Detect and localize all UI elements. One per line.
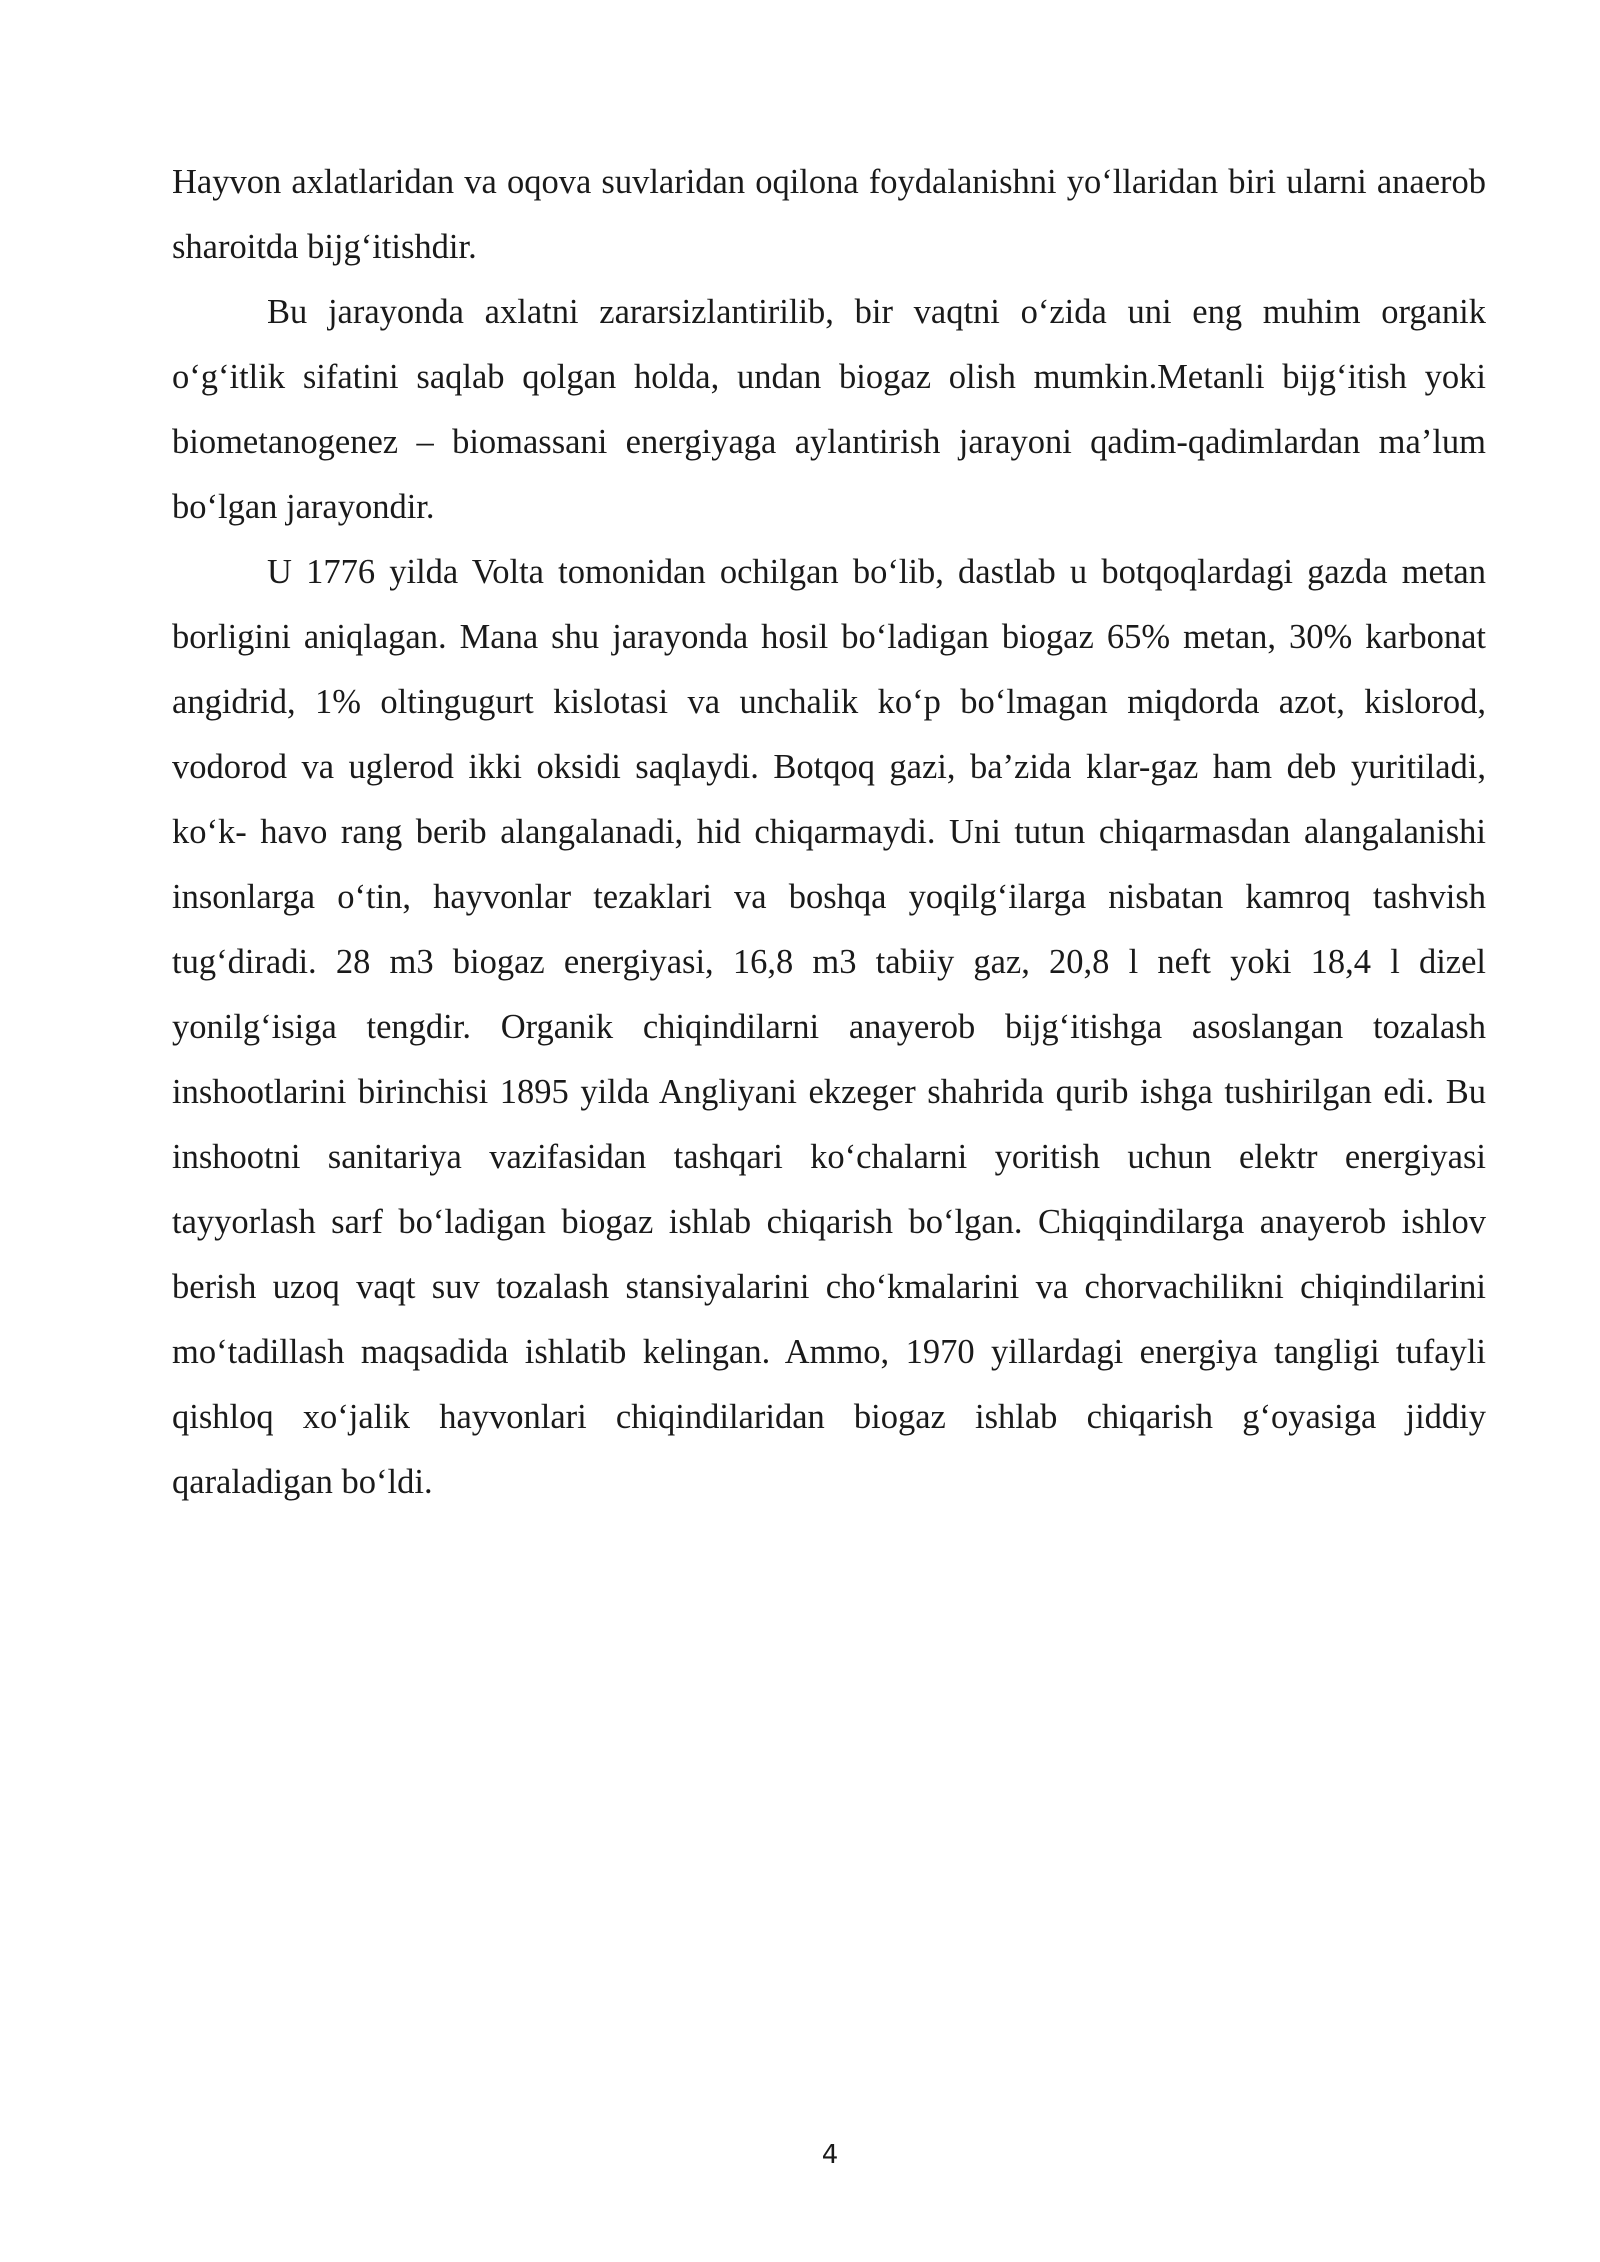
paragraph-1: Hayvon axlatlaridan va oqova suvlaridan oqilona foydalanishni yo‘llaridan biri ularni anaerob sharoitda bijg‘itishdir.: [172, 163, 1486, 266]
document-body: [172, 150, 1486, 1515]
paragraph-3: U 1776 yilda Volta tomonidan ochilgan bo‘lib, dastlab u botqoqlardagi gazda metan borligini aniqlagan. Mana shu jarayonda hosil bo‘ladigan biogaz 65% metan, 30% karbonat angidrid, 1% oltingugurt kislotasi va unchalik ko‘p bo‘lmagan miqdorda azot, kislorod, vodorod va uglerod ikki oksidi saqlaydi. Botqoq gazi, ba’zida klar-gaz ham deb yuritiladi, ko‘k- havo rang berib alangalanadi, hid chiqarmaydi. Uni tutun chiqarmasdan alangalanishi insonlarga o‘tin, hayvonlar tezaklari va boshqa yoqilg‘ilarga nisbatan kamroq tashvish tug‘diradi. 28 m3 biogaz energiyasi, 16,8 m3 tabiiy gaz, 20,8 l neft yoki 18,4 l dizel yonilg‘isiga tengdir. Organik chiqindilarni anayerob bijg‘itishga asoslangan tozalash inshootlarini birinchisi 1895 yilda Angliyani ekzeger shahrida qurib ishga tushirilgan edi. Bu inshootni sanitariya vazifasidan tashqari ko‘chalarni yoritish uchun elektr energiyasi tayyorlash sarf bo‘ladigan biogaz ishlab chiqarish bo‘lgan. Chiqqindilarga anayerob ishlov berish uzoq vaqt suv tozalash stansiyalarini cho‘kmalarini va chorvachilikni chiqindilarini mo‘tadillash maqsadida ishlatib kelingan. Ammo, 1970 yillardagi energiya tangligi tufayli qishloq xo‘jalik hayvonlari chiqindilaridan biogaz ishlab chiqarish g‘oyasiga jiddiy qaraladigan bo‘ldi.: [172, 553, 1486, 1501]
paragraph-2: Bu jarayonda axlatni zararsizlantirilib, bir vaqtni o‘zida uni eng muhim organik o‘g‘itlik sifatini saqlab qolgan holda, undan biogaz olish mumkin.Metanli bijg‘itish yoki biometanogenez – biomassani energiyaga aylantirish jarayoni qadim-qadimlardan ma’lum bo‘lgan jarayondir.: [172, 293, 1486, 526]
page-number: 4: [821, 2140, 839, 2170]
